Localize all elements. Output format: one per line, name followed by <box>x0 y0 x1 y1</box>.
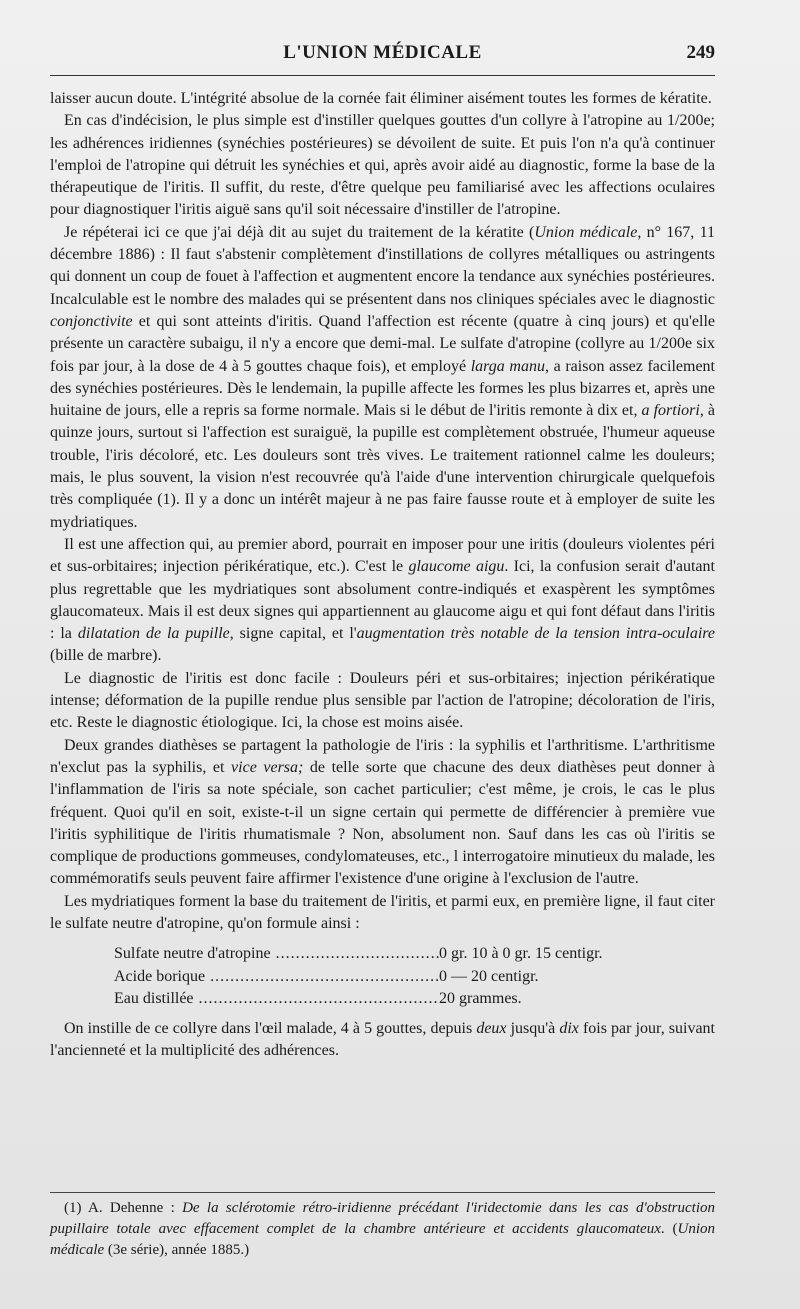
paragraph-8 <box>50 1018 715 1063</box>
p6-text-b: de telle sorte que chacune des deux diathèses peut donner à l'inflammation de l'iris sa note spéciale, son cachet particulier; c'est même, je crois, le cas le plus fréquent. Quoi qu'il en soit, existe-t-il un signe certain qui permette de différencier à première vue l'iritis syphilitique de l'iritis rhumatismale ? Non, absolument non. Sauf dans les cas où l'iritis se complique de productions gommeuses, condylomateuses, etc., l interrogatoire minutieux du malade, les commémoratifs seuls peuvent faire affirmer l'existence d'une origine à l'exclusion de l'autre. <box>50 758 716 888</box>
paragraph-7: Les mydriatiques forment la base du traitement de l'iritis, et parmi eux, en première ligne, il faut citer le sulfate neutre d'atropine, qu'on formule ainsi : <box>50 892 715 932</box>
paragraph-3 <box>50 222 715 534</box>
footnote <box>50 1198 715 1261</box>
footnote-journal: Union médicale <box>50 1221 716 1258</box>
p4-text-c: , signe capital, et l' <box>229 625 357 643</box>
p4-dilatation: dilatation de la pupille <box>77 625 230 643</box>
formula-ingredient: Sulfate neutre d'atropine ..... <box>114 943 439 965</box>
paragraph-4 <box>50 534 715 668</box>
p8-deux: deux <box>476 1020 507 1038</box>
formula-row <box>50 988 715 1010</box>
p3-text-c: et qui sont atteints d'iritis. Quand l'affection est récente (quatre à cinq jours) et qu'elle présente un caractère subaigu, il n'y a encore que demi-mal. Le sulfate d'atropine (collyre au 1/200e six fois par jour, à la dose de 4 à 5 gouttes chaque fois), et employé <box>50 312 715 375</box>
footnote-rule <box>50 1192 715 1193</box>
formula-ingredient: Eau distillée ..... <box>114 988 439 1010</box>
footnote-text-b: . ( <box>660 1221 678 1237</box>
prescription-formula <box>50 943 715 1010</box>
p4-glaucome: glaucome aigu <box>408 558 505 576</box>
formula-row <box>50 943 715 965</box>
p3-text-b: , n° 167, 11 décembre 1886) : Il faut s'abstenir complètement d'instillations de collyres métalliques ou astringents qui donnent un coup de fouet à l'affection et augmentent encore la tendance aux synéchies postérieures. Incalculable est le nombre des malades qui se présentent dans nos cliniques spéciales avec le diagnostic <box>50 223 715 308</box>
p3-diagnosis: conjonctivite <box>50 312 133 330</box>
p3-citation: Union médicale <box>534 223 638 241</box>
p3-larga-manu: larga manu <box>470 357 545 375</box>
page-body <box>50 88 715 1063</box>
formula-row <box>50 966 715 988</box>
running-title: L'UNION MÉDICALE <box>283 42 482 63</box>
p6-text-a: Deux grandes diathèses se partagent la pathologie de l'iris : la syphilis et l'arthritisme. L'arthritisme n'exclut pas la syphilis, et <box>50 736 715 776</box>
formula-dose: 0 gr. 10 à 0 gr. 15 centigr. <box>439 945 603 963</box>
p8-text-b: jusqu'à <box>506 1020 560 1038</box>
paragraph-2: En cas d'indécision, le plus simple est d'instiller quelques gouttes d'un collyre à l'atropine au 1/200e; les adhérences iridiennes (synéchies postérieures) se dévoilent de suite. Et puis l'on n'a qu'à continuer l'emploi de l'atropine qui détruit les synéchies et qui, après avoir aidé au diagnostic, forme la base de la thérapeutique de l'iritis. Il suffit, du reste, d'être quelque peu familiarisé avec les affections oculaires pour diagnostiquer l'iritis aiguë sans qu'il soit nécessaire d'instiller de l'atropine. <box>50 112 715 219</box>
p8-text-a: On instille de ce collyre dans l'œil malade, 4 à 5 gouttes, depuis <box>64 1020 477 1038</box>
header-rule <box>50 75 715 76</box>
formula-ingredient: Acide borique ..... <box>114 966 439 988</box>
footnote-title: De la sclérotomie rétro-iridienne précédant l'iridectomie dans les cas d'obstruction pupillaire totale avec effacement complet de la chambre antérieure et accidents glaucomateux <box>50 1200 716 1237</box>
p3-a-fortiori: a fortiori <box>641 402 700 420</box>
p3-text-a: Je répéterai ici ce que j'ai déjà dit au sujet du traitement de la kératite ( <box>64 223 535 241</box>
paragraph-5: Le diagnostic de l'iritis est donc facile : Douleurs péri et sus-orbitaires; injection périkératique intense; déformation de la pupille rendue plus sensible par l'action de l'atropine; décoloration de l'iris, etc. Reste le diagnostic étiologique. Ici, la chose est moins aisée. <box>50 669 715 732</box>
p8-text-c: fois par jour, suivant l'ancienneté et la multiplicité des adhérences. <box>50 1020 716 1060</box>
p4-text-d: (bille de marbre). <box>50 647 162 665</box>
p3-text-e: , à quinze jours, surtout si l'affection est suraiguë, la pupille est complètement obstruée, l'humeur aqueuse trouble, l'iris décoloré, etc. Les douleurs sont très vives. Le traitement rationnel calme les douleurs; mais, le plus souvent, la vision n'est recouvrée qu'à l'aide d'une intervention chirurgicale quelquefois très compliquée (1). Il y a donc un intérêt majeur à ne pas faire fausse route et à employer de suite les mydriatiques. <box>50 402 716 531</box>
p3-text-d: , a raison assez facilement des synéchies postérieures. Dès le lendemain, la pupille affecte les formes les plus bizarres et, après une huitaine de jours, elle a repris sa forme normale. Mais si le début de l'iritis remonte à dix et, <box>50 357 715 420</box>
page-number: 249 <box>686 42 715 63</box>
paragraph-1: laisser aucun doute. L'intégrité absolue de la cornée fait éliminer aisément toutes les formes de kératite. <box>50 90 712 107</box>
paragraph-6 <box>50 735 715 891</box>
formula-dose: 20 grammes. <box>439 989 522 1007</box>
page-header <box>50 42 715 72</box>
p8-dix: dix <box>559 1020 579 1038</box>
p6-vice-versa: vice versa; <box>231 758 304 776</box>
p4-text-b: . Ici, la confusion serait d'autant plus regrettable que les mydriatiques sont absolument contre-indiqués et exaspèrent les symptômes glaucomateux. Mais il est deux signes qui appartiennent au glaucome aigu et qui font défaut dans l'iritis : la <box>50 558 715 643</box>
footnote-text-a: (1) A. Dehenne : <box>64 1200 183 1216</box>
footnote-text-c: (3e série), année 1885.) <box>104 1242 250 1258</box>
p4-augmentation: augmentation très notable de la tension intra-oculaire <box>356 625 716 643</box>
formula-dose: 0 — 20 centigr. <box>439 967 539 985</box>
p4-text-a: Il est une affection qui, au premier abord, pourrait en imposer pour une iritis (douleurs violentes péri et sus-orbitaires; injection périkératique, etc.). C'est le <box>50 535 715 576</box>
